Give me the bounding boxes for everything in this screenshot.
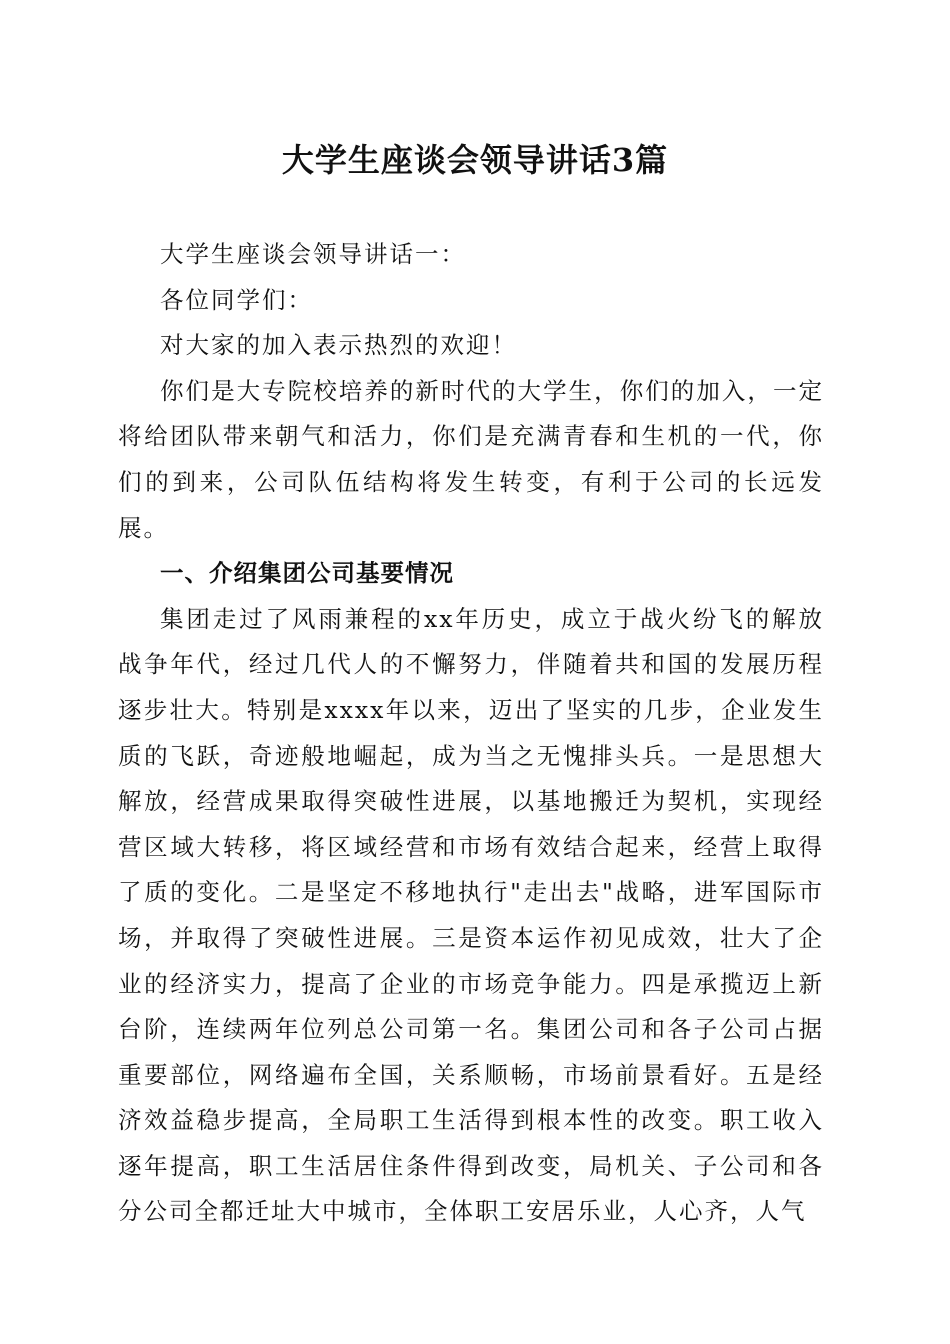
section-heading: 一、介绍集团公司基要情况: [160, 559, 454, 588]
document-body: [118, 232, 824, 1235]
intro-paragraph: 你们是大专院校培养的新时代的大学生，你们的加入，一定将给团队带来朝气和活力，你们是充满青春和生机的一代，你们的到来，公司队伍结构将发生转变，有利于公司的长远发展。: [118, 376, 824, 542]
company-history-paragraph: 集团走过了风雨兼程的xx年历史，成立于战火纷飞的解放战争年代，经过几代人的不懈努力，伴随着共和国的发展历程逐步壮大。特别是xxxx年以来，迈出了坚实的几步，企业发生质的飞跃，奇迹般地崛起，成为当之无愧排头兵。一是思想大解放，经营成果取得突破性进展，以基地搬迁为契机，实现经营区域大转移，将区域经营和市场有效结合起来，经营上取得了质的变化。二是坚定不移地执行"走出去"战略，进军国际市场，并取得了突破性进展。三是资本运作初见成效，壮大了企业的经济实力，提高了企业的市场竞争能力。四是承揽迈上新台阶，连续两年位列总公司第一名。集团公司和各子公司占据重要部位，网络遍布全国，关系顺畅，市场前景看好。五是经济效益稳步提高，全局职工生活得到根本性的改变。职工收入逐年提高，职工生活居住条件得到改变，局机关、子公司和各分公司全都迁址大中城市，全体职工安居乐业，人心齐，人气: [118, 604, 824, 1226]
speech-subtitle: 大学生座谈会领导讲话一：: [160, 240, 466, 268]
salutation: 各位同学们：: [160, 285, 313, 314]
document-title: 大学生座谈会领导讲话3篇: [281, 141, 669, 179]
welcome-paragraph: 对大家的加入表示热烈的欢迎！: [160, 331, 517, 360]
